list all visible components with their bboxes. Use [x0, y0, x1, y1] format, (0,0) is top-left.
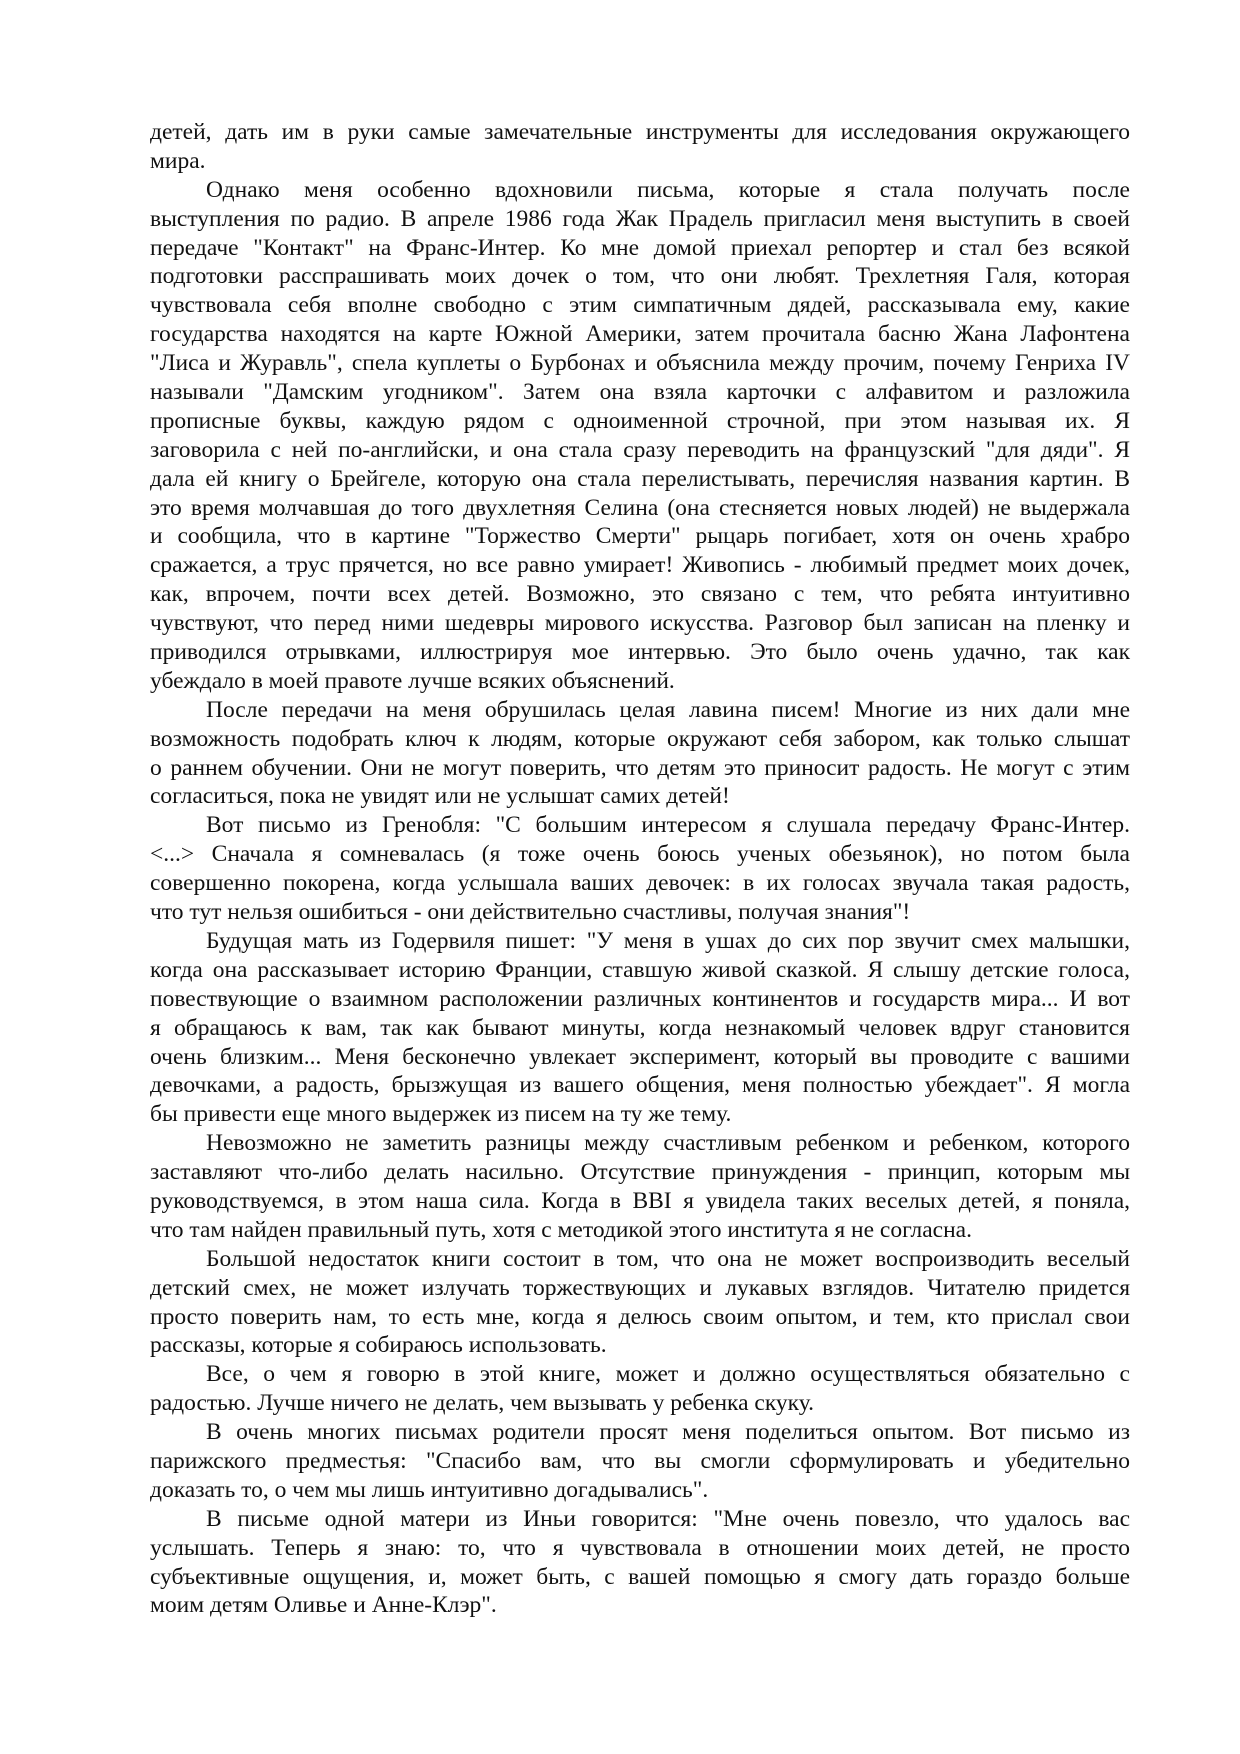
text-line: выступления по радио. В апреле 1986 года Жак Прадель пригласил меня выступить в своей	[150, 205, 1130, 232]
text-line: что там найден правильный путь, хотя с методикой этого института я не согласна.	[150, 1216, 972, 1243]
text-line: как, впрочем, почти всех детей. Возможно, это связано с тем, что ребята интуитивно	[150, 581, 1130, 608]
paragraph	[150, 927, 1130, 1129]
text-line: дала ей книгу о Брейгеле, которую она стала перелистывать, перечисляя названия картин. В	[150, 465, 1130, 492]
text-line: рассказы, которые я собираюсь использовать.	[150, 1332, 607, 1359]
text-line: это время молчавшая до того двухлетняя Селина (она стесняется новых людей) не выдержала	[150, 494, 1130, 521]
text-line: бы привести еще много выдержек из писем на ту же тему.	[150, 1101, 732, 1128]
text-line: Однако меня особенно вдохновили письма, которые я стала получать после	[206, 176, 1130, 203]
text-line: заговорила с ней по-английски, и она стала сразу переводить на французский "для дяди". Я	[150, 436, 1130, 463]
text-line: чувствуют, что перед ними шедевры мирового искусства. Разговор был записан на пленку и	[150, 610, 1130, 637]
text-line: Будущая мать из Годервиля пишет: "У меня в ушах до сих пор звучит смех малышки,	[206, 927, 1130, 954]
text-line: После передачи на меня обрушилась целая лавина писем! Многие из них дали мне	[206, 696, 1130, 723]
text-line: услышать. Теперь я знаю: то, что я чувствовала в отношении моих детей, не просто	[150, 1534, 1130, 1561]
paragraph	[150, 1360, 1130, 1418]
text-line: доказать то, о чем мы лишь интуитивно догадывались".	[150, 1476, 709, 1503]
text-line: парижского предместья: "Спасибо вам, что вы смогли сформулировать и убедительно	[150, 1447, 1130, 1474]
text-line: сражается, а трус прячется, но все равно умирает! Живопись - любимый предмет моих дочек,	[150, 552, 1130, 579]
text-line: Вот письмо из Гренобля: "С большим интересом я слушала передачу Франс-Интер.	[206, 812, 1130, 839]
text-line: субъективные ощущения, и, может быть, с вашей помощью я смогу дать гораздо больше	[150, 1563, 1130, 1590]
paragraph	[150, 1129, 1130, 1245]
text-line: Большой недостаток книги состоит в том, что она не может воспроизводить веселый	[206, 1245, 1130, 1272]
text-line: убеждало в моей правоте лучше всяких объяснений.	[150, 667, 675, 694]
text-line: <...> Сначала я сомневалась (я тоже очень боюсь ученых обезьянок), но потом была	[150, 841, 1130, 868]
paragraph	[150, 1245, 1130, 1361]
text-line: я обращаюсь к вам, так как бывают минуты, когда незнакомый человек вдруг становится	[150, 1014, 1130, 1041]
text-line: "Лиса и Журавль", спела куплеты о Бурбонах и объяснила между прочим, почему Генриха IV	[150, 350, 1130, 377]
paragraph	[150, 1418, 1130, 1505]
text-line: о раннем обучении. Они не могут поверить, что детям это приносит радость. Не могут с этим	[150, 754, 1130, 781]
text-line: согласиться, пока не увидят или не услышат самих детей!	[150, 783, 730, 810]
text-line: совершенно покорена, когда услышала ваших девочек: в их голосах звучала такая радость,	[150, 870, 1130, 897]
text-line: Все, о чем я говорю в этой книге, может и должно осуществляться обязательно с	[206, 1361, 1130, 1388]
text-line: радостью. Лучше ничего не делать, чем вызывать у ребенка скуку.	[150, 1390, 815, 1417]
text-line: Невозможно не заметить разницы между счастливым ребенком и ребенком, которого	[206, 1130, 1130, 1157]
paragraph	[150, 696, 1130, 812]
text-line: что тут нельзя ошибиться - они действительно счастливы, получая знания"!	[150, 899, 911, 926]
text-line: называли "Дамским угодником". Затем она взяла карточки с алфавитом и разложила	[150, 379, 1130, 406]
paragraph	[150, 1505, 1130, 1621]
text-line: государства находятся на карте Южной Америки, затем прочитала басню Жана Лафонтена	[150, 321, 1130, 348]
paragraph	[150, 176, 1130, 696]
paragraph	[150, 811, 1130, 927]
text-line: просто поверить нам, то есть мне, когда я делюсь своим опытом, и тем, кто прислал свои	[150, 1303, 1130, 1330]
text-line: руководствуемся, в этом наша сила. Когда в BBI я увидела таких веселых детей, я поняла,	[150, 1187, 1130, 1214]
text-line: когда она рассказывает историю Франции, ставшую живой сказкой. Я слышу детские голоса,	[150, 956, 1130, 983]
text-line: приводился отрывками, иллюстрируя мое интервью. Это было очень удачно, так как	[150, 639, 1130, 666]
text-line: детей, дать им в руки самые замечательные инструменты для исследования окружающего	[150, 119, 1130, 145]
text-line: девочками, а радость, брызжущая из вашего общения, меня полностью убеждает". Я могла	[150, 1072, 1130, 1099]
text-line: передаче "Контакт" на Франс-Интер. Ко мне домой приехал репортер и стал без всякой	[150, 234, 1130, 261]
paragraph	[150, 118, 1130, 176]
document-page	[150, 118, 1130, 1620]
text-line: повествующие о взаимном расположении различных континентов и государств мира... И вот	[150, 985, 1130, 1012]
text-line: чувствовала себя вполне свободно с этим симпатичным дядей, рассказывала ему, какие	[150, 292, 1130, 319]
text-line: возможность подобрать ключ к людям, которые окружают себя забором, как только слышат	[150, 725, 1130, 752]
text-line: и сообщила, что в картине "Торжество Смерти" рыцарь погибает, хотя он очень храбро	[150, 523, 1130, 550]
text-line: моим детям Оливье и Анне-Клэр".	[150, 1592, 497, 1619]
text-line: детский смех, не может излучать торжествующих и лукавых взглядов. Читателю придется	[150, 1274, 1130, 1301]
text-line: заставляют что-либо делать насильно. Отсутствие принуждения - принцип, которым мы	[150, 1159, 1130, 1186]
text-line: В очень многих письмах родители просят меня поделиться опытом. Вот письмо из	[206, 1419, 1130, 1446]
text-line: В письме одной матери из Иньи говорится: "Мне очень повезло, что удалось вас	[206, 1505, 1130, 1532]
text-line: подготовки расспрашивать моих дочек о том, что они любят. Трехлетняя Галя, которая	[150, 263, 1130, 290]
text-line: очень близким... Меня бесконечно увлекает эксперимент, который вы проводите с вашими	[150, 1043, 1130, 1070]
text-line: мира.	[150, 147, 206, 174]
text-line: прописные буквы, каждую рядом с одноименной строчной, при этом называя их. Я	[150, 407, 1130, 434]
